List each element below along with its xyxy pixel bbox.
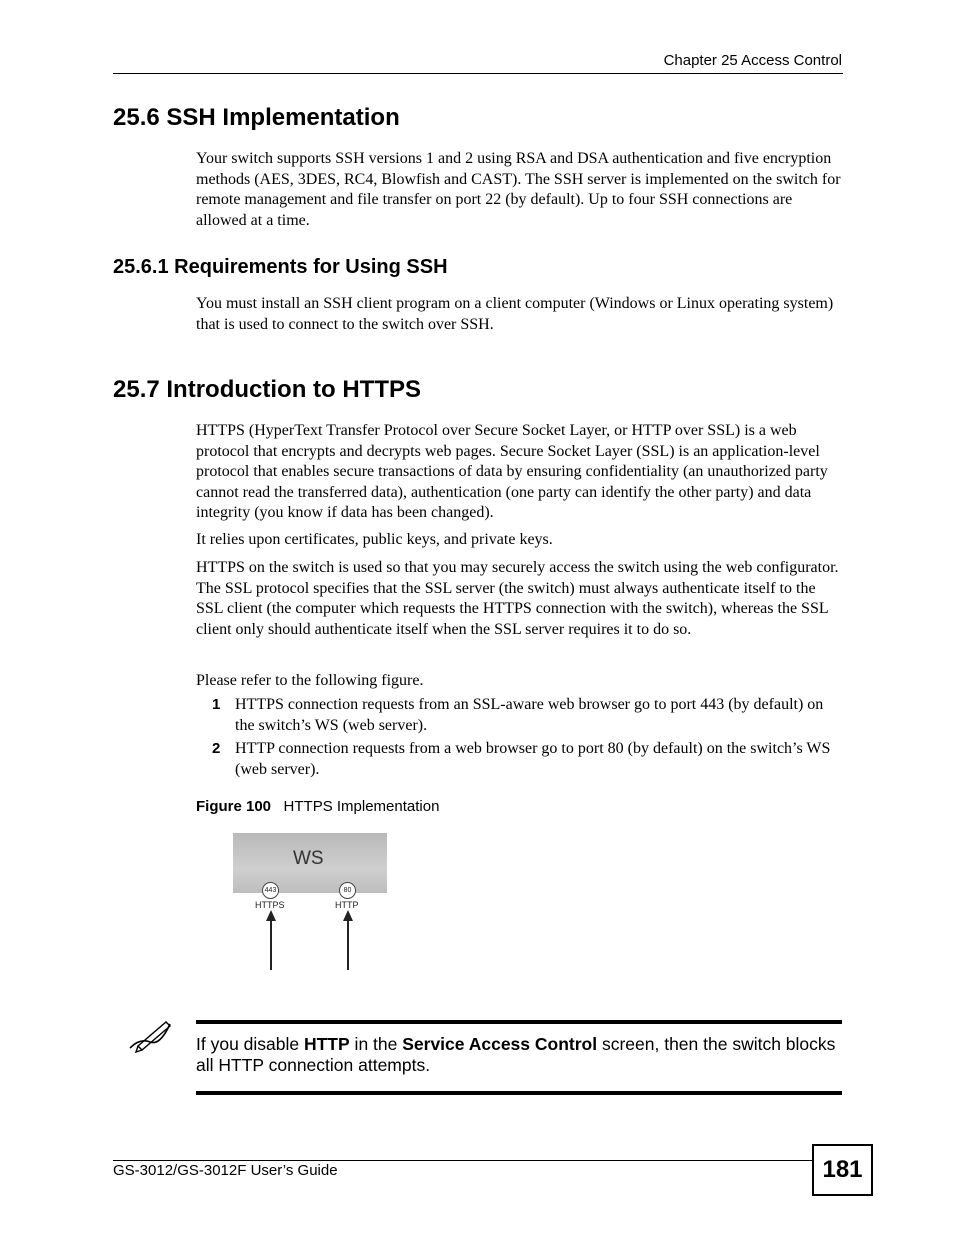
- web-server-box: [233, 833, 387, 893]
- port-80-circle: 80: [339, 882, 356, 899]
- guide-title: GS-3012/GS-3012F User’s Guide: [113, 1162, 338, 1179]
- https-paragraph-2: It relies upon certificates, public keys, and private keys.: [196, 531, 553, 548]
- list-text: HTTP connection requests from a web browser go to port 80 (by default) on the switch’s WS (web server).: [235, 740, 831, 778]
- note-bottom-rule: [196, 1091, 842, 1095]
- pencil-note-icon: [126, 1018, 174, 1054]
- ssh-implementation-paragraph: Your switch supports SSH versions 1 and 2 using RSA and DSA authentication and five encryption methods (AES, 3DES, RC4, Blowfish and CAST). The SSH server is implemented on the switch for remote management and file transfer on port 22 (by default). Up to four SSH connections are allowed at a time.: [196, 150, 841, 229]
- chapter-header: Chapter 25 Access Control: [663, 52, 842, 69]
- note-bold-service-access-control: Service Access Control: [402, 1034, 598, 1054]
- note-bold-http: HTTP: [303, 1034, 350, 1054]
- https-paragraph-4: Please refer to the following figure.: [196, 672, 424, 689]
- subsection-heading-ssh-requirements: 25.6.1 Requirements for Using SSH: [113, 256, 448, 278]
- note-text-part: screen, then the switch blocks all HTTP connection attempts.: [196, 1034, 836, 1075]
- list-number: 1: [212, 696, 221, 713]
- https-arrow: [266, 910, 276, 970]
- note-text: [196, 1034, 842, 1076]
- section-heading-ssh-implementation: 25.6 SSH Implementation: [113, 104, 400, 131]
- https-port-label: HTTPS: [255, 900, 285, 910]
- http-arrow: [343, 910, 353, 970]
- ssh-requirements-paragraph: You must install an SSH client program on a client computer (Windows or Linux operating system) that is used to connect to the switch over SSH.: [196, 295, 834, 333]
- section-heading-https-intro: 25.7 Introduction to HTTPS: [113, 376, 422, 403]
- list-text: HTTPS connection requests from an SSL-aware web browser go to port 443 (by default) on the switch’s WS (web server).: [235, 696, 824, 734]
- http-port-label: HTTP: [335, 900, 359, 910]
- list-number: 2: [212, 740, 221, 757]
- note-top-rule: [196, 1020, 842, 1024]
- port-443-circle: 443: [262, 882, 279, 899]
- figure-title: HTTPS Implementation: [283, 798, 440, 815]
- figure-label: Figure 100: [196, 798, 272, 815]
- connection-arrows: [255, 908, 365, 974]
- note-text-part: in the: [349, 1034, 403, 1054]
- header-divider: [113, 73, 843, 74]
- web-server-label: WS: [293, 848, 324, 869]
- footer-divider: [113, 1160, 813, 1161]
- note-text-part: If you disable: [196, 1034, 304, 1054]
- https-paragraph-3: HTTPS on the switch is used so that you may securely access the switch using the web configurator. The SSL protocol specifies that the SSL server (the switch) must always authenticate itself to the SSL client (the computer which requests the HTTPS connection with the switch), whereas the SSL client only should authenticate itself when the SSL server requires it to do so.: [196, 559, 839, 638]
- figure-caption: [196, 798, 439, 815]
- https-paragraph-1: HTTPS (HyperText Transfer Protocol over Secure Socket Layer, or HTTP over SSL) is a web protocol that encrypts and decrypts web pages. Secure Socket Layer (SSL) is an application-level protocol that enables secure transactions of data by ensuring confidentiality (an unauthorized party cannot read the transferred data), authentication (one party can identify the other party) and data integrity (you know if data has been changed).: [196, 422, 828, 521]
- page-number: 181: [812, 1144, 873, 1196]
